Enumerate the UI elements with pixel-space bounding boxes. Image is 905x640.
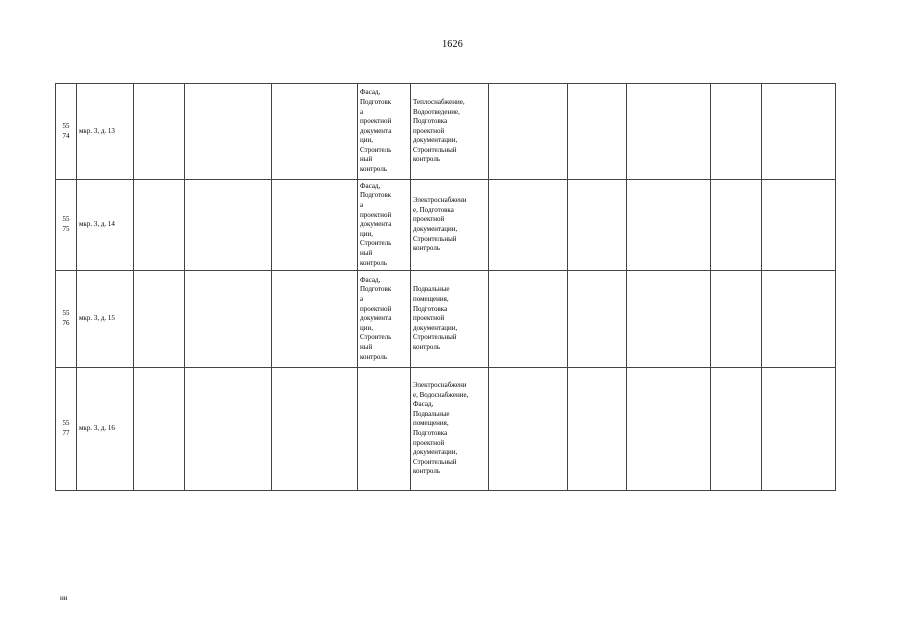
empty-cell [762,271,836,368]
address-cell: мкр. 3, д. 15 [77,271,134,368]
empty-cell [627,84,711,180]
work-types-cell-1: Фасад, Подготовк а проектной документа ции, Строитель ный контроль [358,180,411,271]
empty-cell [185,84,272,180]
row-number-suffix: 75 [62,225,70,233]
work-types-cell-1: Фасад, Подготовк а проектной документа ции, Строитель ный контроль [358,84,411,180]
work-types-cell-2: Подвальные помещения, Подготовка проектной документации, Строительный контроль [411,271,489,368]
row-number-prefix: 55 [62,215,70,224]
table-row [56,84,836,180]
empty-cell [272,368,358,491]
work-types-cell-2: Электроснабжени е, Водоснабжение, Фасад, Подвальные помещения, Подготовка проектной документации, Строительный контроль [411,368,489,491]
empty-cell [568,180,627,271]
table-row [56,180,836,271]
empty-cell [272,84,358,180]
empty-cell [711,84,762,180]
repair-schedule-table [55,83,836,491]
work-types-cell-2: Теплоснабжение, Водоотведение, Подготовка проектной документации, Строительный контроль [411,84,489,180]
empty-cell [185,271,272,368]
empty-cell [568,84,627,180]
row-number-prefix: 55 [62,419,70,428]
empty-cell [489,271,568,368]
empty-cell [627,180,711,271]
row-number-cell [56,271,77,368]
row-number-cell [56,84,77,180]
empty-cell [711,180,762,271]
empty-cell [185,368,272,491]
row-number-suffix: 77 [62,429,70,437]
empty-cell [272,271,358,368]
empty-cell [627,368,711,491]
address-cell: мкр. 3, д. 16 [77,368,134,491]
work-types-cell-2: Электроснабжени е, Подготовка проектной документации, Строительный контроль [411,180,489,271]
empty-cell [272,180,358,271]
row-number-cell [56,368,77,491]
row-number-suffix: 76 [62,319,70,327]
work-types-cell-1: Фасад, Подготовк а проектной документа ции, Строитель ный контроль [358,271,411,368]
empty-cell [762,368,836,491]
empty-cell [489,180,568,271]
row-number-suffix: 74 [62,131,70,140]
table-body [56,84,836,491]
row-number-prefix: 55 [62,121,70,130]
empty-cell [568,368,627,491]
empty-cell [711,271,762,368]
table-row [56,271,836,368]
table-row [56,368,836,491]
row-number-cell [56,180,77,271]
empty-cell [489,368,568,491]
empty-cell [568,271,627,368]
row-number-prefix: 55 [62,309,70,318]
empty-cell [134,84,185,180]
empty-cell [134,368,185,491]
page-number: 1626 [442,39,463,50]
empty-cell [134,271,185,368]
empty-cell [134,180,185,271]
address-cell: мкр. 3, д. 13 [77,84,134,180]
empty-cell [711,368,762,491]
empty-cell [627,271,711,368]
footer-note: нн [60,594,68,602]
empty-cell [762,180,836,271]
work-types-cell-1 [358,368,411,491]
empty-cell [185,180,272,271]
empty-cell [489,84,568,180]
empty-cell [762,84,836,180]
address-cell: мкр. 3, д. 14 [77,180,134,271]
